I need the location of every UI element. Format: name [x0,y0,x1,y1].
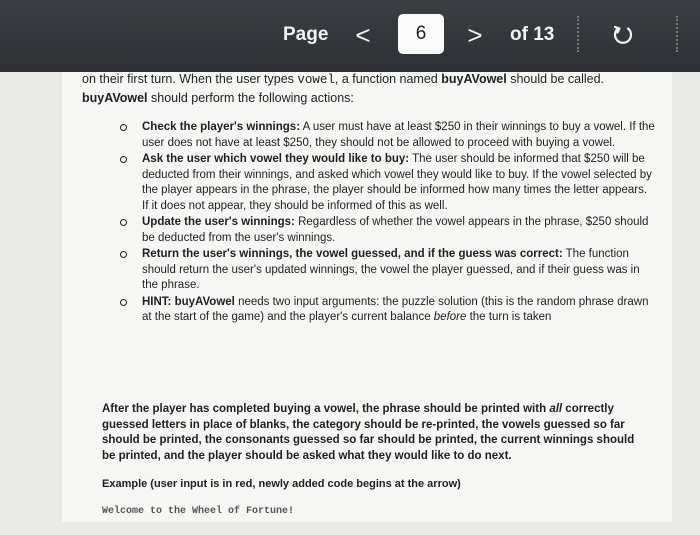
list-item: Update the user's winnings: Regardless of whether the vowel appears in the phrase, $250 should be deducted from the user's winnings. [116,215,656,246]
list-item: Ask the user which vowel they would like to buy: The user should be informed that $250 will be deducted from their winnings, and asked which vowel they would like to buy. If the vowel selected by the player appears in the phrase, the player should be informed how many times the letter appears. If it does not appear, they should be informed of this as well. [116,152,656,214]
list-item: Check the player's winnings: A user must have at least $250 in their winnings to buy a vowel. If the user does not have at least $250, they should not be allowed to proceed with buying a vowel. [116,120,656,151]
document-page [62,72,672,522]
page-count-label: of 13 [510,24,555,45]
toolbar-divider [676,16,678,52]
list-item: Return the user's winnings, the vowel guessed, and if the guess was correct: The function should return the user's updated winnings, the vowel the player guessed, and if their guess was in the phrase. [116,247,656,294]
list-item: HINT: buyAVowel needs two input arguments: the puzzle solution (this is the random phrase drawn at the start of the game) and the player's current balance before the turn is taken [116,295,656,326]
rotate-icon[interactable] [610,22,636,48]
example-heading: Example (user input is in red, newly added code begins at the arrow) [102,478,461,490]
previous-page-button[interactable]: < [355,20,371,50]
page-number-input[interactable] [398,14,444,54]
toolbar-divider [577,16,579,52]
after-paragraph: After the player has completed buying a vowel, the phrase should be printed with all correctly guessed letters in place of blanks, the category should be re-printed, the vowels guessed so far should be printed, the consonants guessed so far should be printed, the current winnings should be printed, and the player should be asked what they would like to do next. [102,403,635,462]
viewer-toolbar [0,0,700,72]
page-label: Page [283,24,329,45]
action-list [116,120,656,327]
intro-paragraph: on their first turn. When the user types vowel, a function named buyAVowel should be called. buyAVowel should perform the following actions: [82,72,605,105]
next-page-button[interactable]: > [467,20,483,50]
code-output-line: Welcome to the Wheel of Fortune! [102,506,295,517]
